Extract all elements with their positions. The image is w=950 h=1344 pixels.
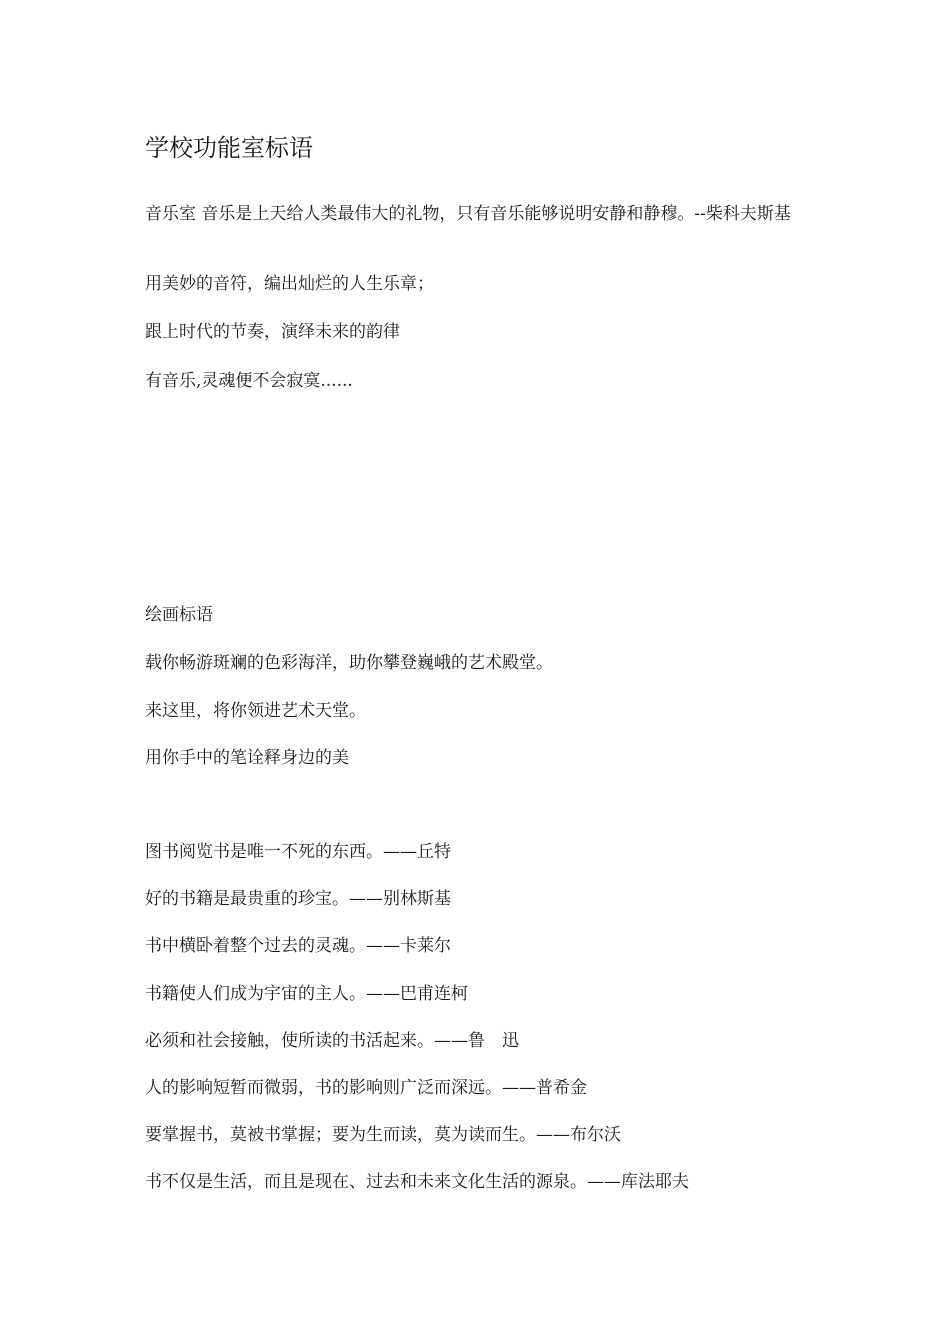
reading-line-3: 书中横卧着整个过去的灵魂。——卡莱尔	[145, 936, 451, 956]
reading-line-5: 必须和社会接触，使所读的书活起来。——鲁 迅	[145, 1031, 519, 1051]
reading-line-1: 图书阅览书是唯一不死的东西。——丘特	[145, 842, 451, 862]
reading-line-4: 书籍使人们成为宇宙的主人。——巴甫连柯	[145, 984, 468, 1004]
reading-line-2: 好的书籍是最贵重的珍宝。——别林斯基	[145, 889, 451, 909]
reading-line-8: 书不仅是生活，而且是现在、过去和未来文化生活的源泉。——库法耶夫	[145, 1172, 689, 1192]
painting-line-1: 载你畅游斑斓的色彩海洋，助你攀登巍峨的艺术殿堂。	[145, 653, 553, 673]
reading-line-6: 人的影响短暂而微弱，书的影响则广泛而深远。——普希金	[145, 1078, 587, 1098]
music-line-1: 音乐室 音乐是上天给人类最伟大的礼物，只有音乐能够说明安静和静穆。--柴科夫斯基	[145, 204, 791, 224]
painting-line-2: 来这里，将你领进艺术天堂。	[145, 701, 366, 721]
painting-heading: 绘画标语	[145, 605, 213, 625]
painting-line-3: 用你手中的笔诠释身边的美	[145, 748, 349, 768]
music-line-4: 有音乐,灵魂便不会寂寞......	[145, 371, 353, 391]
music-line-3: 跟上时代的节奏，演绎未来的韵律	[145, 322, 400, 342]
document-title: 学校功能室标语	[145, 134, 313, 162]
reading-line-7: 要掌握书，莫被书掌握；要为生而读，莫为读而生。——布尔沃	[145, 1125, 621, 1145]
music-line-2: 用美妙的音符，编出灿烂的人生乐章；	[145, 274, 434, 294]
